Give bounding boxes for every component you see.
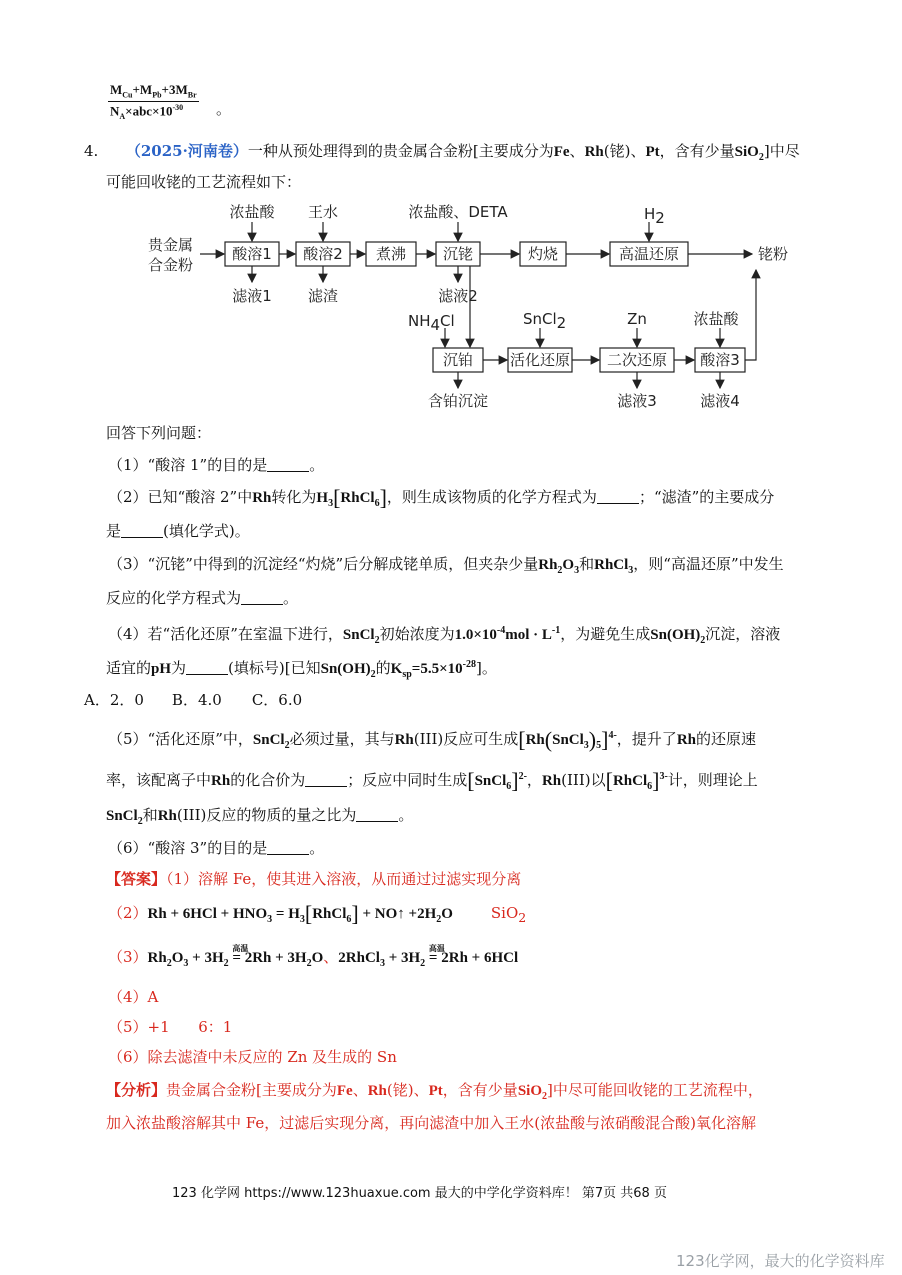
page-footer: 123 化学网 https://www.123huaxue.com 最大的中学化学资料库！ 第7页 共68 页 bbox=[172, 1186, 667, 1201]
box-label: 高温还原 bbox=[618, 245, 680, 263]
box-label: 酸溶3 bbox=[700, 351, 740, 369]
input-label-sncl2: SnCl2 bbox=[523, 310, 567, 332]
question-2: （2）已知“酸溶 2”中Rh转化为$H_3[RhCl_6]$，则生成该物质的化学方程式为 ；“滤渣”的主要成分 bbox=[108, 485, 775, 510]
input-label-h2: H2 bbox=[644, 205, 665, 227]
analysis-label: 【分析】 bbox=[106, 1081, 167, 1099]
input-label: 王水 bbox=[307, 203, 339, 221]
output-label: 滤渣 bbox=[307, 287, 339, 305]
fraction-numerator: $M_{Cu}+M_{Pb}+3M_{Br}$ bbox=[110, 82, 197, 100]
input-label-nh4cl: NH4Cl bbox=[408, 312, 455, 334]
answer-line-1: 【答案】（1）溶解 Fe，使其进入溶液，从而通过过滤实现分离 bbox=[106, 870, 522, 888]
process-flowchart bbox=[140, 198, 800, 416]
answer-line-5: （5）+1 6：1 bbox=[108, 1018, 233, 1036]
top-fraction bbox=[108, 82, 199, 121]
answer-line-3: $(3)Rh_2O_3 + 3H_2$ 高温 = $2Rh + 3H_2O$、2RhCl$_3$ + $3H_2$ 高温 = 2Rh + 6HCl bbox=[108, 944, 519, 969]
question-3-line2: 反应的化学方程式为 。 bbox=[106, 589, 299, 607]
question-5-line3: SnCl$_2$和Rh(III)反应的物质的量之比为 。 bbox=[106, 806, 414, 827]
box-label: 沉铂 bbox=[442, 351, 474, 369]
input-label: Zn bbox=[627, 310, 647, 328]
option-b: B．4.0 bbox=[171, 691, 222, 709]
output-label: 滤液2 bbox=[438, 287, 478, 305]
box-label: 煮沸 bbox=[375, 245, 407, 263]
box-label: 灼烧 bbox=[527, 245, 559, 263]
input-label: 浓盐酸 bbox=[229, 203, 275, 221]
options-row bbox=[84, 691, 302, 709]
output-label: 滤液1 bbox=[232, 287, 272, 305]
output-label: 滤液3 bbox=[617, 392, 657, 410]
question-1: （1）“酸溶 1”的目的是 。 bbox=[108, 456, 325, 474]
question-5-line2: 率，该配离子中Rh的化合价为 ；反应中同时生成[SnCl$_6$]$^{2-}$，Rh(III)以[RhCl$_6$]$^{3-}$计，则理论上 bbox=[106, 768, 758, 793]
analysis-line-1: 【分析】贵金属合金粉[主要成分为Fe、Rh(铑)、Pt，含有少量SiO$_2$]中尽可能回收铑的工艺流程中， bbox=[106, 1081, 763, 1102]
question-4-line2: 适宜的pH为 (填标号)[已知$Sn(OH)_2$的$K_{sp}=5.5\times 10^{-28}$]。 bbox=[106, 659, 497, 680]
answer-prompt: 回答下列问题： bbox=[106, 424, 212, 442]
box-label: 二次还原 bbox=[606, 351, 668, 369]
option-a: A．2．0 bbox=[84, 691, 144, 709]
question-3: （3）“沉铑”中得到的沉淀经“灼烧”后分解成铑单质，但夹杂少量$Rh_2O_3$和RhCl$_3$，则“高温还原”中发生 bbox=[108, 555, 784, 576]
input-label: 浓盐酸、DETA bbox=[408, 203, 508, 221]
box-label: 沉铑 bbox=[442, 245, 474, 263]
question-source: （2025·河南卷） bbox=[125, 142, 248, 160]
question-number: 4. bbox=[84, 142, 99, 160]
watermark: 123化学网，最大的化学资料库 bbox=[676, 1252, 885, 1270]
answer-line-6: （6）除去滤渣中未反应的 Zn 及生成的 Sn bbox=[108, 1048, 397, 1066]
fraction-denominator: $N_A\times abc\times 10^{-30}$ bbox=[110, 102, 184, 121]
question-4: （4）若“活化还原”在室温下进行，SnCl$_2$初始浓度为$1.0\times 10^{-4}mol \cdot L^{-1}$，为避免生成$Sn(OH)_2$沉淀，溶液 bbox=[108, 625, 781, 646]
question-5: （5）“活化还原”中，SnCl$_2$必须过量，其与Rh(III)反应可生成$[Rh(SnCl_3)_5]^{4-}$，提升了Rh的还原速 bbox=[108, 727, 757, 752]
question-intro-line2: 可能回收铑的工艺流程如下： bbox=[106, 173, 302, 191]
question-2-line2: 是 (填化学式)。 bbox=[106, 522, 250, 540]
answer-label: 【答案】 bbox=[106, 870, 167, 888]
box-label: 酸溶2 bbox=[303, 245, 343, 263]
question-intro: 4. （2025·河南卷）一种从预处理得到的贵金属合金粉[主要成分为Fe、Rh(铑)、Pt，含有少量SiO$_2$]中尽 bbox=[84, 142, 800, 163]
answer-sio2: SiO$_2$ bbox=[490, 904, 527, 925]
output-label: 滤液4 bbox=[700, 392, 740, 410]
answer-line-2: $(2)Rh + 6HCl + HNO_3$ = $H_3[RhCl_6]$ + NO↑ $+2H_2O$ SiO$_2$ bbox=[108, 901, 527, 926]
product-label: 铑粉 bbox=[758, 245, 789, 263]
output-label: 含铂沉淀 bbox=[427, 392, 489, 410]
question-6: （6）“酸溶 3”的目的是 。 bbox=[108, 839, 325, 857]
box-label: 酸溶1 bbox=[232, 245, 272, 263]
start-label-1: 贵金属 bbox=[148, 236, 194, 254]
analysis-line-2: 加入浓盐酸溶解其中 Fe，过滤后实现分离，再向滤渣中加入王水(浓盐酸与浓硝酸混合酸)氧化溶解 bbox=[106, 1114, 756, 1132]
fraction-suffix: 。 bbox=[216, 100, 232, 118]
option-c: C．6.0 bbox=[251, 691, 303, 709]
answer-line-4: （4）A bbox=[108, 988, 159, 1006]
start-label-2: 合金粉 bbox=[148, 256, 194, 274]
input-label: 浓盐酸 bbox=[693, 310, 739, 328]
box-label: 活化还原 bbox=[509, 351, 571, 369]
